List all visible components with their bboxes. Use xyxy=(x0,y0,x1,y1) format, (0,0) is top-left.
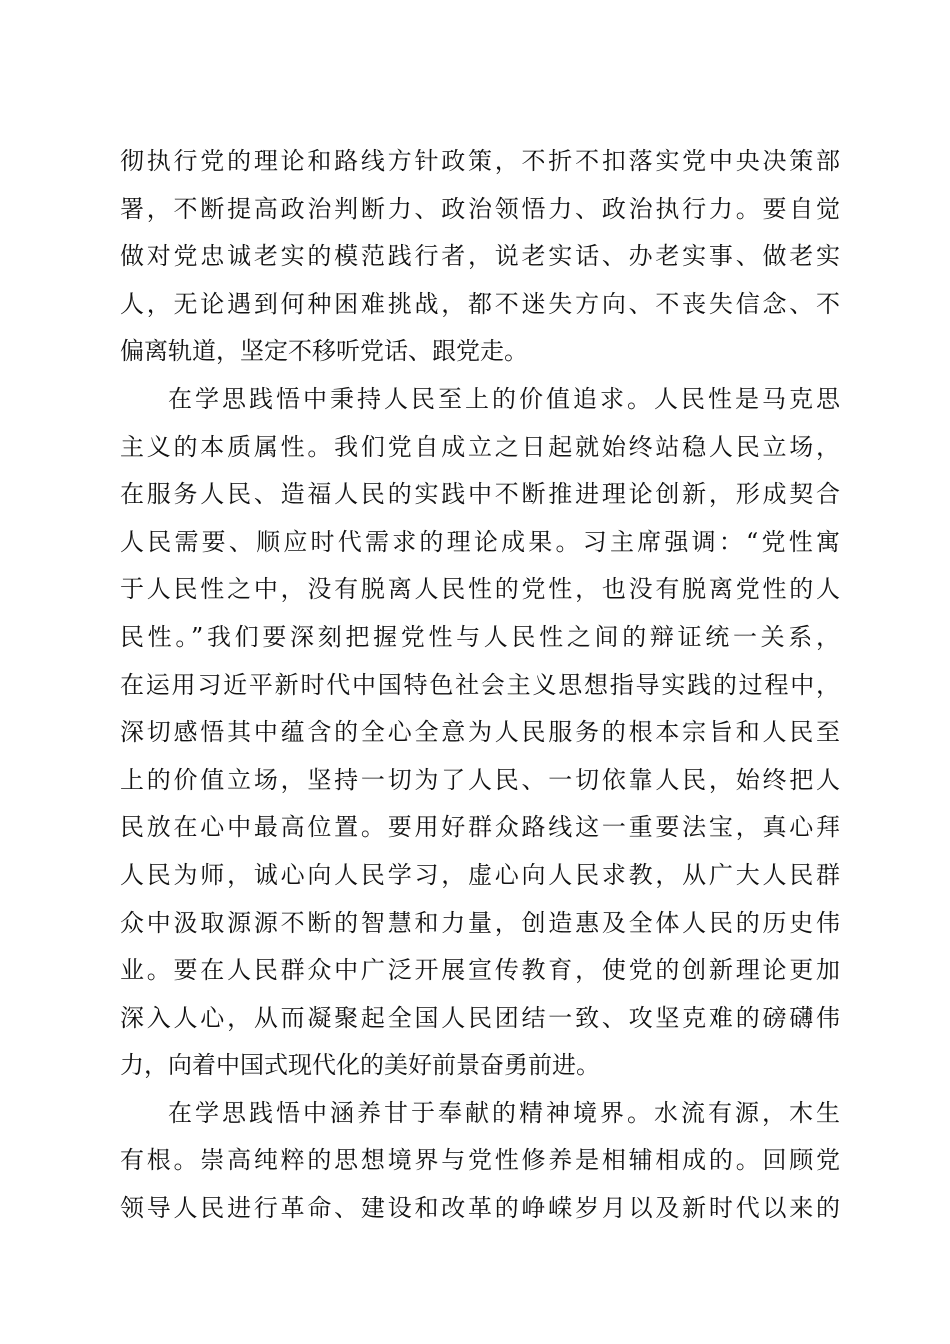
text-line: 署，不断提高政治判断力、政治领悟力、政治执行力。要自觉 xyxy=(120,194,840,223)
text-line: 有根。崇高纯粹的思想境界与党性修养是相辅相成的。回顾党 xyxy=(120,1146,840,1175)
text-line: 民放在心中最高位置。要用好群众路线这一重要法宝，真心拜 xyxy=(120,813,840,842)
text-line: 做对党忠诚老实的模范践行者，说老实话、办老实事、做老实 xyxy=(120,242,840,271)
text-line: 众中汲取源源不断的智慧和力量，创造惠及全体人民的历史伟 xyxy=(120,908,840,937)
text-line: 在运用习近平新时代中国特色社会主义思想指导实践的过程中， xyxy=(120,670,840,699)
text-line: 在服务人民、造福人民的实践中不断推进理论创新，形成契合 xyxy=(120,480,840,509)
paragraph-heading-line: 在学思践悟中秉持人民至上的价值追求。人民性是马克思 xyxy=(168,384,840,413)
text-line: 领导人民进行革命、建设和改革的峥嵘岁月以及新时代以来的 xyxy=(120,1194,840,1223)
text-line: 深入人心，从而凝聚起全国人民团结一致、攻坚克难的磅礴伟 xyxy=(120,1003,840,1032)
text-line: 民性。”我们要深刻把握党性与人民性之间的辩证统一关系， xyxy=(120,622,840,651)
text-line: 彻执行党的理论和路线方针政策，不折不扣落实党中央决策部 xyxy=(120,147,840,175)
text-line: 偏离轨道，坚定不移听党话、跟党走。 xyxy=(120,337,528,366)
text-line: 主义的本质属性。我们党自成立之日起就始终站稳人民立场， xyxy=(120,432,840,461)
text-line: 于人民性之中，没有脱离人民性的党性，也没有脱离党性的人 xyxy=(120,575,840,604)
text-line: 深切感悟其中蕴含的全心全意为人民服务的根本宗旨和人民至 xyxy=(120,718,840,747)
text-line: 业。要在人民群众中广泛开展宣传教育，使党的创新理论更加 xyxy=(120,956,840,985)
paragraph-heading-line: 在学思践悟中涵养甘于奉献的精神境界。水流有源，木生 xyxy=(168,1098,840,1127)
text-line: 人民为师，诚心向人民学习，虚心向人民求教，从广大人民群 xyxy=(120,860,840,889)
text-line: 人，无论遇到何种困难挑战，都不迷失方向、不丧失信念、不 xyxy=(120,289,840,318)
body-text xyxy=(120,138,840,1233)
text-line: 力，向着中国式现代化的美好前景奋勇前进。 xyxy=(120,1051,600,1080)
text-line: 上的价值立场，坚持一切为了人民、一切依靠人民，始终把人 xyxy=(120,765,840,794)
text-line: 人民需要、顺应时代需求的理论成果。习主席强调：“党性寓 xyxy=(120,527,840,556)
